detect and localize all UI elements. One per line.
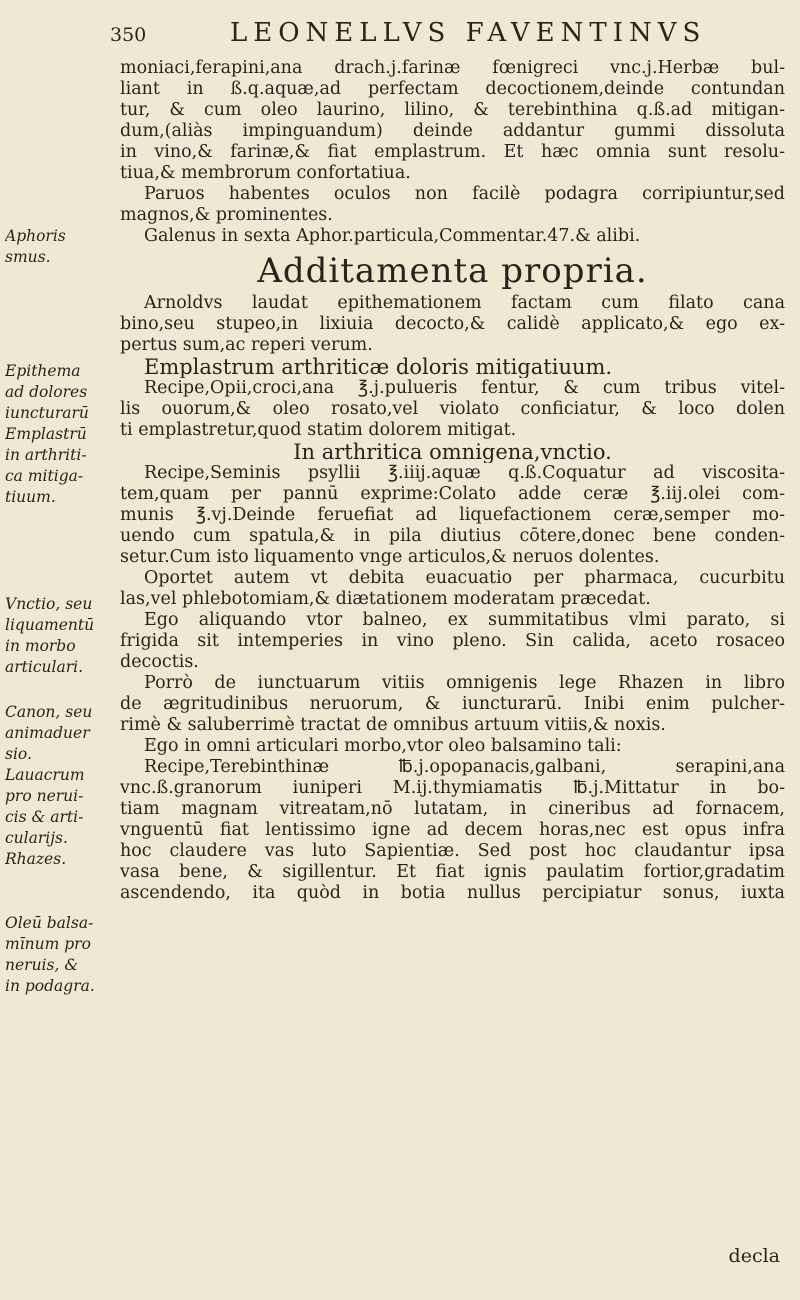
text-line: de ægritudinibus neruorum, & iuncturarū. Inibi enim pulcher- [120,694,785,714]
marginal-line: Canon, seu [5,703,93,721]
marginal-note-canon [5,702,117,765]
marginal-line: tiuum. [5,488,56,506]
marginal-note-oleum [5,913,117,997]
marginal-line: animaduer [5,724,90,742]
marginal-line: Aphoris [5,227,66,245]
text-line: munis ℥.vj.Deinde feruefiat ad liquefactionem ceræ,semper mo- [120,505,785,525]
marginal-line: liquamentū [5,616,95,634]
marginal-line: ad dolores [5,383,88,401]
text-line: decoctis. [120,652,199,672]
marginal-line: neruis, & [5,956,79,974]
marginal-line: mīnum pro [5,935,91,953]
text-line: Paruos habentes oculos non facilè podagra corripiuntur,sed [144,184,785,204]
text-line: tiua,& membrorum confortatiua. [120,163,411,183]
subheading-vnctio: In arthritica omnigena,vnctio. [293,441,612,463]
marginal-line: Epithema [5,362,81,380]
text-line: Recipe,Seminis psyllii ℥.iiij.aquæ q.ß.Coquatur ad viscosita- [144,463,785,483]
text-line: las,vel phlebotomiam,& diætationem moderatam præcedat. [120,589,651,609]
text-line: vnguentū fiat lentissimo igne ad decem horas,nec est opus infra [120,820,785,840]
text-line: tem,quam per pannū exprime:Colato adde ceræ ℥.iij.olei com- [120,484,785,504]
text-line: in vino,& farinæ,& fiat emplastrum. Et hæc omnia sunt resolu- [120,142,785,162]
text-line: rimè & saluberrimè tractat de omnibus artuum vitiis,& noxis. [120,715,666,735]
marginal-line: iuncturarū [5,404,89,422]
text-line: Galenus in sexta Aphor.particula,Commentar.47.& alibi. [144,226,641,246]
text-line: Ego aliquando vtor balneo, ex summitatibus vlmi parato, si [144,610,785,630]
text-line: vnc.ß.granorum iuniperi M.ij.thymiamatis ℔.j.Mittatur in bo- [120,778,785,798]
text-line: pertus sum,ac reperi verum. [120,335,373,355]
paragraph-oleum [120,736,785,904]
marginal-note-epithema [5,361,117,424]
text-line: moniaci,ferapini,ana drach.j.farinæ fœnigreci vnc.j.Herbæ bul- [120,58,785,78]
marginal-line: in morbo [5,637,76,655]
text-line: tur, & cum oleo laurino, lilino, & terebinthina q.ß.ad mitigan- [120,100,785,120]
text-line: uendo cum spatula,& in pila diutius cōtere,donec bene conden- [120,526,785,546]
text-line: ti emplastretur,quod statim dolorem mitigat. [120,420,517,440]
section-heading: Additamenta propria. [257,251,648,291]
paragraph-vnctio [120,463,785,568]
text-line: ascendendo, ita quòd in botia nullus percipiatur sonus, iuxta [120,883,785,903]
text-line: Recipe,Opii,croci,ana ℥.j.pulueris fentur, & cum tribus vitel- [144,378,785,398]
marginal-note-aphorismus [5,226,117,268]
marginal-note-rhazes [5,849,117,870]
text-line: Arnoldvs laudat epithemationem factam cum filato cana [144,293,785,313]
paragraph-aphorism [120,184,785,247]
paragraph-canon [120,568,785,673]
marginal-line: cis & arti- [5,808,84,826]
marginal-note-emplastrum [5,424,117,508]
marginal-line: Vnctio, seu [5,595,93,613]
text-line: liant in ß.q.aquæ,ad perfectam decoctionem,deinde contundan [120,79,785,99]
page-header [110,14,790,54]
paragraph-rhazes [120,673,785,736]
marginal-line: pro nerui- [5,787,84,805]
running-head: LEONELLVS FAVENTINVS [230,18,707,48]
text-line: Oportet autem vt debita euacuatio per pharmaca, cucurbitu [144,568,785,588]
marginal-line: smus. [5,248,51,266]
text-line: magnos,& prominentes. [120,205,333,225]
text-line: Recipe,Terebinthinæ ℔.j.opopanacis,galbani, serapini,ana [144,757,785,777]
marginal-line: Lauacrum [5,766,85,784]
marginal-line: Rhazes. [5,850,67,868]
subheading-emplastrum: Emplastrum arthriticæ doloris mitigatiuum. [144,356,613,378]
text-line: Ego in omni articulari morbo,vtor oleo balsamino tali: [144,736,622,756]
text-line: bino,seu stupeo,in lixiuia decocto,& calidè applicato,& ego ex- [120,314,785,334]
page-number: 350 [110,24,147,46]
catchword: decla [728,1245,780,1267]
marginal-line: cularijs. [5,829,68,847]
paragraph-epithema [120,293,785,356]
text-line: Porrò de iunctuarum vitiis omnigenis lege Rhazen in libro [144,673,785,693]
marginal-line: sio. [5,745,32,763]
text-line: setur.Cum isto liquamento vnge articulos,& neruos dolentes. [120,547,660,567]
text-line: tiam magnam vitreatam,nō lutatam, in cineribus ad fornacem, [120,799,785,819]
marginal-line: articulari. [5,658,83,676]
text-line: hoc claudere vas luto Sapientiæ. Sed post hoc claudantur ipsa [120,841,785,861]
main-text [120,58,785,904]
text-line: dum,(aliàs impinguandum) deinde addantur gummi dissoluta [120,121,785,141]
marginal-note-vnctio [5,594,117,678]
text-line: frigida sit intemperies in vino pleno. Sin calida, aceto rosaceo [120,631,785,651]
marginal-line: ca mitiga- [5,467,84,485]
text-line: lis ouorum,& oleo rosato,vel violato conficiatur, & loco dolen [120,399,785,419]
paragraph-emplastrum [120,378,785,441]
paragraph-recipe-continued [120,58,785,184]
marginal-note-lauacrum [5,765,117,849]
marginal-line: Oleū balsa- [5,914,94,932]
marginal-line: Emplastrū [5,425,87,443]
text-line: vasa bene, & sigillentur. Et fiat ignis paulatim fortior,gradatim [120,862,785,882]
marginal-line: in arthriti- [5,446,87,464]
marginal-line: in podagra. [5,977,95,995]
